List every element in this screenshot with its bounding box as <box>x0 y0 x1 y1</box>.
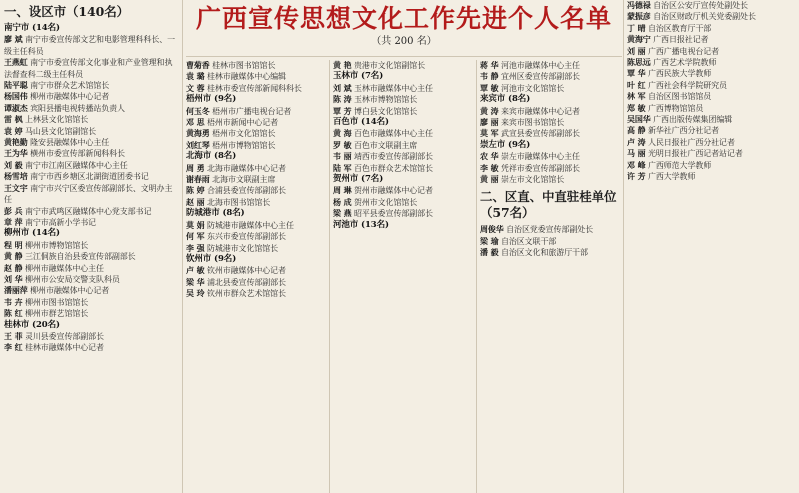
entry-title: 南宁市武鸣区融媒体中心党支部书记 <box>22 206 152 216</box>
roster-entry <box>4 34 180 57</box>
roster-entry <box>480 163 620 174</box>
entry-name: 程 明 <box>4 239 23 250</box>
entry-title: 崇左市文化馆馆长 <box>498 175 565 185</box>
roster-entry <box>186 60 326 71</box>
entry-title: 凭祥市委宣传部副部长 <box>498 163 580 173</box>
city-heading: 柳州市 (14名) <box>4 228 60 239</box>
entry-name: 韦 卉 <box>4 296 23 307</box>
roster-entry <box>4 308 180 319</box>
entry-title: 马山县文化馆副馆长 <box>22 126 97 136</box>
entry-name: 刘 斌 <box>333 82 352 93</box>
entry-name: 冯德禄 <box>627 0 651 10</box>
roster-entry <box>480 247 620 258</box>
entry-title: 柳州市融媒体中心主任 <box>22 263 104 273</box>
entry-title: 玉林市博物馆馆长 <box>351 95 418 105</box>
roster-entry <box>627 46 795 57</box>
entry-title: 百色市群众艺术馆馆长 <box>351 163 433 173</box>
entry-name: 陈 红 <box>4 308 23 319</box>
entry-title: 南宁市委宣传部文艺和电影管理科科长、一级主任科员 <box>4 35 176 56</box>
roster-entry <box>4 217 180 228</box>
roster-entry <box>627 91 795 102</box>
entry-title: 新华社广西分社记者 <box>645 126 720 136</box>
entry-title: 梧州市文化馆馆长 <box>209 129 276 139</box>
column-divider <box>329 60 330 493</box>
entry-name: 覃 芳 <box>333 105 352 116</box>
entry-title: 光明日报社广西记者站记者 <box>645 149 743 159</box>
entry-name: 彭 兵 <box>4 205 23 216</box>
column-2-list <box>186 60 326 300</box>
entry-name: 韦 丽 <box>333 151 352 162</box>
roster-entry <box>186 83 326 94</box>
entry-name: 丁 晴 <box>627 22 646 33</box>
roster-entry <box>333 140 473 151</box>
entry-title: 自治区公安厅宣传处副处长 <box>650 1 748 10</box>
roster-entry <box>333 151 473 162</box>
entry-title: 北海市文联副主席 <box>209 175 276 185</box>
roster-entry <box>4 126 180 137</box>
entry-title: 自治区教育厅干部 <box>645 23 712 33</box>
roster-entry <box>480 60 620 71</box>
entry-name: 潘 毅 <box>480 247 499 258</box>
roster-entry <box>333 83 473 94</box>
roster-entry <box>4 57 180 80</box>
entry-title: 贵港市文化馆副馆长 <box>351 61 426 70</box>
entry-title: 北海市融媒体中心记者 <box>204 163 286 173</box>
roster-entry <box>333 163 473 174</box>
entry-title: 桂林市图书馆馆长 <box>209 61 276 70</box>
city-heading: 钦州市 (9名) <box>186 253 237 264</box>
roster-entry <box>4 183 180 206</box>
entry-name: 赵 静 <box>4 262 23 273</box>
city-heading: 桂林市 (20名) <box>4 319 60 330</box>
entry-name: 黄艳勤 <box>4 137 28 148</box>
entry-title: 广西社会科学院研究员 <box>645 80 727 90</box>
entry-name: 谢春雨 <box>186 174 210 185</box>
roster-entry <box>186 277 326 288</box>
entry-title: 灵川县委宣传部副部长 <box>22 331 104 341</box>
roster-entry <box>186 243 326 254</box>
roster-entry <box>627 11 795 22</box>
roster-entry <box>186 220 326 231</box>
entry-title: 广西博物馆馆员 <box>645 103 704 113</box>
entry-name: 杨 成 <box>333 196 352 207</box>
roster-entry <box>627 160 795 171</box>
entry-title: 上林县文化馆馆长 <box>22 115 89 125</box>
roster-entry <box>480 128 620 139</box>
roster-entry <box>186 128 326 139</box>
city-heading: 百色市 (14名) <box>333 117 389 128</box>
column-divider <box>623 0 624 493</box>
entry-title: 柳州市博物馆馆长 <box>22 240 89 250</box>
entry-name: 梁 华 <box>186 276 205 287</box>
entry-title: 南宁市江南区融媒体中心主任 <box>22 160 128 170</box>
entry-title: 来宾市融媒体中心记者 <box>498 106 580 116</box>
entry-name: 王文宇 <box>4 182 28 193</box>
column-divider <box>476 60 477 493</box>
entry-name: 蒙振彦 <box>627 11 651 22</box>
entry-name: 邓 峰 <box>627 159 646 170</box>
roster-entry <box>4 251 180 262</box>
entry-title: 贺州市融媒体中心记者 <box>351 186 433 196</box>
entry-title: 防城港市文化馆馆长 <box>204 243 279 253</box>
roster-entry <box>4 137 180 148</box>
entry-title: 自治区图书馆馆员 <box>645 92 712 102</box>
roster-entry <box>4 80 180 91</box>
entry-name: 刘 华 <box>4 273 23 284</box>
entry-title: 百色市融媒体中心主任 <box>351 129 433 139</box>
roster-entry <box>627 137 795 148</box>
entry-name: 陆平聪 <box>4 80 28 91</box>
entry-title: 隆安县融媒体中心主任 <box>27 138 110 148</box>
entry-name: 周 琳 <box>333 185 352 196</box>
entry-title: 柳州市公安局交警支队科员 <box>22 274 120 284</box>
entry-title: 浦北县委宣传部副部长 <box>204 277 286 287</box>
roster-entry <box>627 125 795 136</box>
roster-entry <box>4 160 180 171</box>
entry-name: 杨雪培 <box>4 171 28 182</box>
roster-entry <box>480 117 620 128</box>
column-divider <box>182 0 183 493</box>
entry-title: 宜州区委宣传部副部长 <box>498 72 580 82</box>
entry-title: 南宁市兴宁区委宣传部副部长、文明办主任 <box>4 183 173 205</box>
roster-entry <box>627 0 795 11</box>
roster-entry <box>333 208 473 219</box>
column-3-list <box>333 60 473 231</box>
entry-name: 杨国伟 <box>4 91 28 102</box>
entry-name: 赵 丽 <box>186 196 205 207</box>
entry-title: 玉林市融媒体中心主任 <box>351 83 433 93</box>
entry-title: 三江侗族自治县委宣传部副部长 <box>22 252 136 262</box>
entry-title: 梧州市博物馆馆长 <box>209 140 276 150</box>
entry-name: 蒋 华 <box>480 60 499 70</box>
entry-title: 广西日报社记者 <box>650 35 709 45</box>
roster-entry <box>333 60 473 71</box>
entry-title: 贺州市文化馆馆长 <box>351 197 418 207</box>
entry-title: 自治区文联干部 <box>498 236 557 246</box>
entry-title: 柳州市图书馆馆长 <box>22 297 89 307</box>
entry-name: 刘红琴 <box>186 139 210 150</box>
entry-title: 柳州市融媒体中心记者 <box>27 92 110 102</box>
page-subtitle: （共 200 名） <box>371 36 437 47</box>
entry-name: 黄 丽 <box>480 174 499 185</box>
entry-name: 廖 丽 <box>480 117 499 128</box>
city-heading: 来宾市 (8名) <box>480 94 531 105</box>
entry-title: 广西艺术学院教师 <box>650 58 717 68</box>
entry-title: 崇左市融媒体中心主任 <box>498 152 580 162</box>
entry-title: 来宾市图书馆馆长 <box>498 118 565 128</box>
entry-name: 吴 玲 <box>186 288 205 299</box>
roster-entry <box>627 148 795 159</box>
roster-entry <box>4 285 180 296</box>
entry-name: 许 芳 <box>627 171 646 182</box>
entry-title: 东兴市委宣传部副部长 <box>204 232 286 242</box>
roster-entry <box>4 297 180 308</box>
entry-title: 横州市委宣传部新闻科科长 <box>27 149 125 159</box>
entry-name: 周俊华 <box>480 224 504 235</box>
entry-title: 桂林市委宣传部新闻科科长 <box>204 83 302 93</box>
entry-name: 潘丽萍 <box>4 285 28 296</box>
roster-entry <box>4 240 180 251</box>
entry-name: 何 军 <box>186 231 205 242</box>
entry-title: 武宣县委宣传部副部长 <box>498 129 580 139</box>
roster-entry <box>186 231 326 242</box>
entry-title: 人民日报社广西分社记者 <box>645 137 735 147</box>
entry-title: 宾阳县播电视转播站负责人 <box>27 103 125 113</box>
roster-entry <box>480 106 620 117</box>
entry-name: 陈 涛 <box>333 94 352 105</box>
entry-name: 王燕虹 <box>4 57 28 68</box>
entry-name: 郑 敏 <box>627 102 646 113</box>
city-heading: 贺州市 (7名) <box>333 174 384 185</box>
roster-entry <box>186 106 326 117</box>
entry-title: 南宁市委宣传部文化事业和产业管理和执法督查科二级主任科员 <box>4 58 173 79</box>
entry-title: 昭平县委宣传部副部长 <box>351 209 433 219</box>
roster-entry <box>4 91 180 102</box>
entry-name: 李 敏 <box>480 162 499 173</box>
city-heading: 北海市 (8名) <box>186 151 237 162</box>
entry-name: 雷 枫 <box>4 114 23 125</box>
entry-name: 韦 静 <box>480 71 499 82</box>
entry-name: 谭淑杰 <box>4 102 28 113</box>
entry-name: 莫 娟 <box>186 219 205 230</box>
entry-name: 曹菊香 <box>186 60 210 70</box>
roster-entry <box>480 151 620 162</box>
roster-entry <box>627 23 795 34</box>
roster-entry <box>333 94 473 105</box>
entry-name: 袁 璐 <box>186 71 205 82</box>
city-heading: 防城港市 (8名) <box>186 208 245 219</box>
city-heading: 崇左市 (9名) <box>480 139 531 150</box>
entry-title: 自治区财政厅机关党委副处长 <box>650 12 756 22</box>
entry-name: 覃 敏 <box>480 82 499 93</box>
entry-title: 梧州市新闻中心记者 <box>204 118 279 128</box>
roster-entry <box>333 185 473 196</box>
entry-title: 广西民族大学教师 <box>645 69 712 79</box>
roster-entry <box>4 148 180 159</box>
entry-name: 刘 丽 <box>627 45 646 56</box>
roster-entry <box>333 106 473 117</box>
column-4 <box>480 60 620 493</box>
entry-name: 陈思远 <box>627 57 651 68</box>
entry-title: 防城港市融媒体中心主任 <box>204 220 294 230</box>
column-1 <box>4 0 180 493</box>
roster-entry <box>627 68 795 79</box>
roster-entry <box>627 57 795 68</box>
roster-entry <box>186 163 326 174</box>
column-2 <box>186 60 326 493</box>
entry-name: 吴国华 <box>627 114 651 125</box>
masthead <box>186 3 622 49</box>
entry-title: 钦州市群众艺术馆馆长 <box>204 289 286 299</box>
entry-name: 林 军 <box>627 91 646 102</box>
entry-title: 百色市文联副主席 <box>351 140 418 150</box>
entry-name: 袁 婷 <box>4 125 23 136</box>
column-5 <box>627 0 795 493</box>
entry-name: 黄 静 <box>4 251 23 262</box>
entry-title: 博白县文化馆馆长 <box>351 106 418 116</box>
roster-entry <box>480 174 620 185</box>
entry-name: 卢 涛 <box>627 136 646 147</box>
entry-name: 梁 瑜 <box>480 235 499 246</box>
entry-name: 陆 军 <box>333 162 352 173</box>
roster-entry <box>627 80 795 91</box>
roster-entry <box>186 71 326 82</box>
roster-entry <box>4 263 180 274</box>
entry-name: 黄海宁 <box>627 34 651 45</box>
roster-entry <box>480 236 620 247</box>
entry-name: 何玉冬 <box>186 105 210 116</box>
roster-entry <box>186 288 326 299</box>
column-4-list <box>480 60 620 259</box>
entry-name: 卢 敏 <box>186 265 205 276</box>
roster-entry <box>4 331 180 342</box>
entry-name: 王 菲 <box>4 330 23 341</box>
roster-entry <box>186 174 326 185</box>
entry-name: 黄 涛 <box>480 105 499 116</box>
roster-entry <box>627 171 795 182</box>
entry-name: 农 华 <box>480 151 499 162</box>
entry-title: 靖西市委宣传部副部长 <box>351 152 433 162</box>
entry-name: 叶 红 <box>627 79 646 90</box>
entry-title: 柳州市融媒体中心记者 <box>27 286 110 296</box>
entry-title: 河池市文化馆馆长 <box>498 83 565 93</box>
section-heading-units: 二、区直、中直驻桂单位（57名） <box>480 189 617 221</box>
entry-name: 黄 艳 <box>333 60 352 70</box>
column-5-list <box>627 0 795 183</box>
entry-name: 廖 斌 <box>4 34 23 45</box>
entry-name: 梁 燕 <box>333 208 352 219</box>
roster-entry <box>480 71 620 82</box>
column-1-list <box>4 23 180 354</box>
roster-entry <box>333 197 473 208</box>
roster-entry <box>186 197 326 208</box>
roster-entry <box>480 83 620 94</box>
roster-entry <box>186 185 326 196</box>
entry-title: 自治区文化和旅游厅干部 <box>498 248 588 258</box>
entry-title: 桂林市融媒体中心编辑 <box>204 72 286 82</box>
entry-name: 周 勇 <box>186 162 205 173</box>
roster-entry <box>186 265 326 276</box>
entry-title: 钦州市融媒体中心记者 <box>204 266 286 276</box>
entry-title: 南宁市西乡塘区北湖街道团委书记 <box>27 172 149 182</box>
entry-name: 黄海勇 <box>186 128 210 139</box>
entry-name: 马 丽 <box>627 148 646 159</box>
entry-name: 罗 敏 <box>333 139 352 150</box>
section-heading-districts: 一、设区市（140名） <box>4 4 129 19</box>
entry-name: 刘 毅 <box>4 159 23 170</box>
title-divider <box>186 56 622 57</box>
entry-name: 陈 婷 <box>186 185 205 196</box>
entry-title: 北海市图书馆馆长 <box>204 197 271 207</box>
roster-entry <box>627 114 795 125</box>
roster-entry <box>627 103 795 114</box>
roster-entry <box>186 117 326 128</box>
column-3 <box>333 60 473 493</box>
roster-entry <box>333 128 473 139</box>
entry-name: 覃 华 <box>627 68 646 79</box>
entry-name: 文 蓉 <box>186 82 205 93</box>
entry-title: 广西大学教师 <box>645 172 696 182</box>
entry-name: 章 萍 <box>4 216 23 227</box>
roster-entry <box>186 140 326 151</box>
roster-entry <box>4 171 180 182</box>
entry-name: 李 红 <box>4 342 23 353</box>
city-heading: 玉林市 (7名) <box>333 71 384 82</box>
roster-entry <box>4 342 180 353</box>
entry-title: 柳州市群艺馆馆长 <box>22 309 89 319</box>
entry-name: 高 静 <box>627 125 646 136</box>
city-heading: 南宁市 (14名) <box>4 23 60 33</box>
roster-entry <box>627 34 795 45</box>
entry-title: 南宁市高新小学书记 <box>22 217 97 227</box>
entry-name: 王为华 <box>4 148 28 159</box>
roster-entry <box>4 206 180 217</box>
entry-title: 广西师范大学教师 <box>645 160 712 170</box>
roster-entry <box>4 274 180 285</box>
city-heading: 梧州市 (9名) <box>186 94 237 105</box>
entry-title: 梧州市广播电视台记者 <box>209 106 292 116</box>
page-title: 广西宣传思想文化工作先进个人名单 <box>195 4 612 33</box>
entry-title: 广西广播电视台记者 <box>645 46 720 56</box>
roster-entry <box>4 114 180 125</box>
city-heading: 河池市 (13名) <box>333 219 389 230</box>
entry-title: 合浦县委宣传部副部长 <box>204 186 286 196</box>
roster-entry <box>4 103 180 114</box>
entry-name: 黄 海 <box>333 128 352 139</box>
entry-title: 自治区党委宣传部副处长 <box>503 225 594 235</box>
entry-name: 邓 思 <box>186 117 205 128</box>
entry-title: 南宁市群众艺术馆馆长 <box>27 81 110 91</box>
entry-title: 广西出版传媒集团编辑 <box>650 115 733 125</box>
entry-title: 桂林市融媒体中心记者 <box>22 343 104 353</box>
entry-title: 河池市融媒体中心主任 <box>498 61 580 70</box>
entry-name: 李 强 <box>186 242 205 253</box>
roster-entry <box>480 224 620 235</box>
entry-name: 莫 军 <box>480 128 499 139</box>
